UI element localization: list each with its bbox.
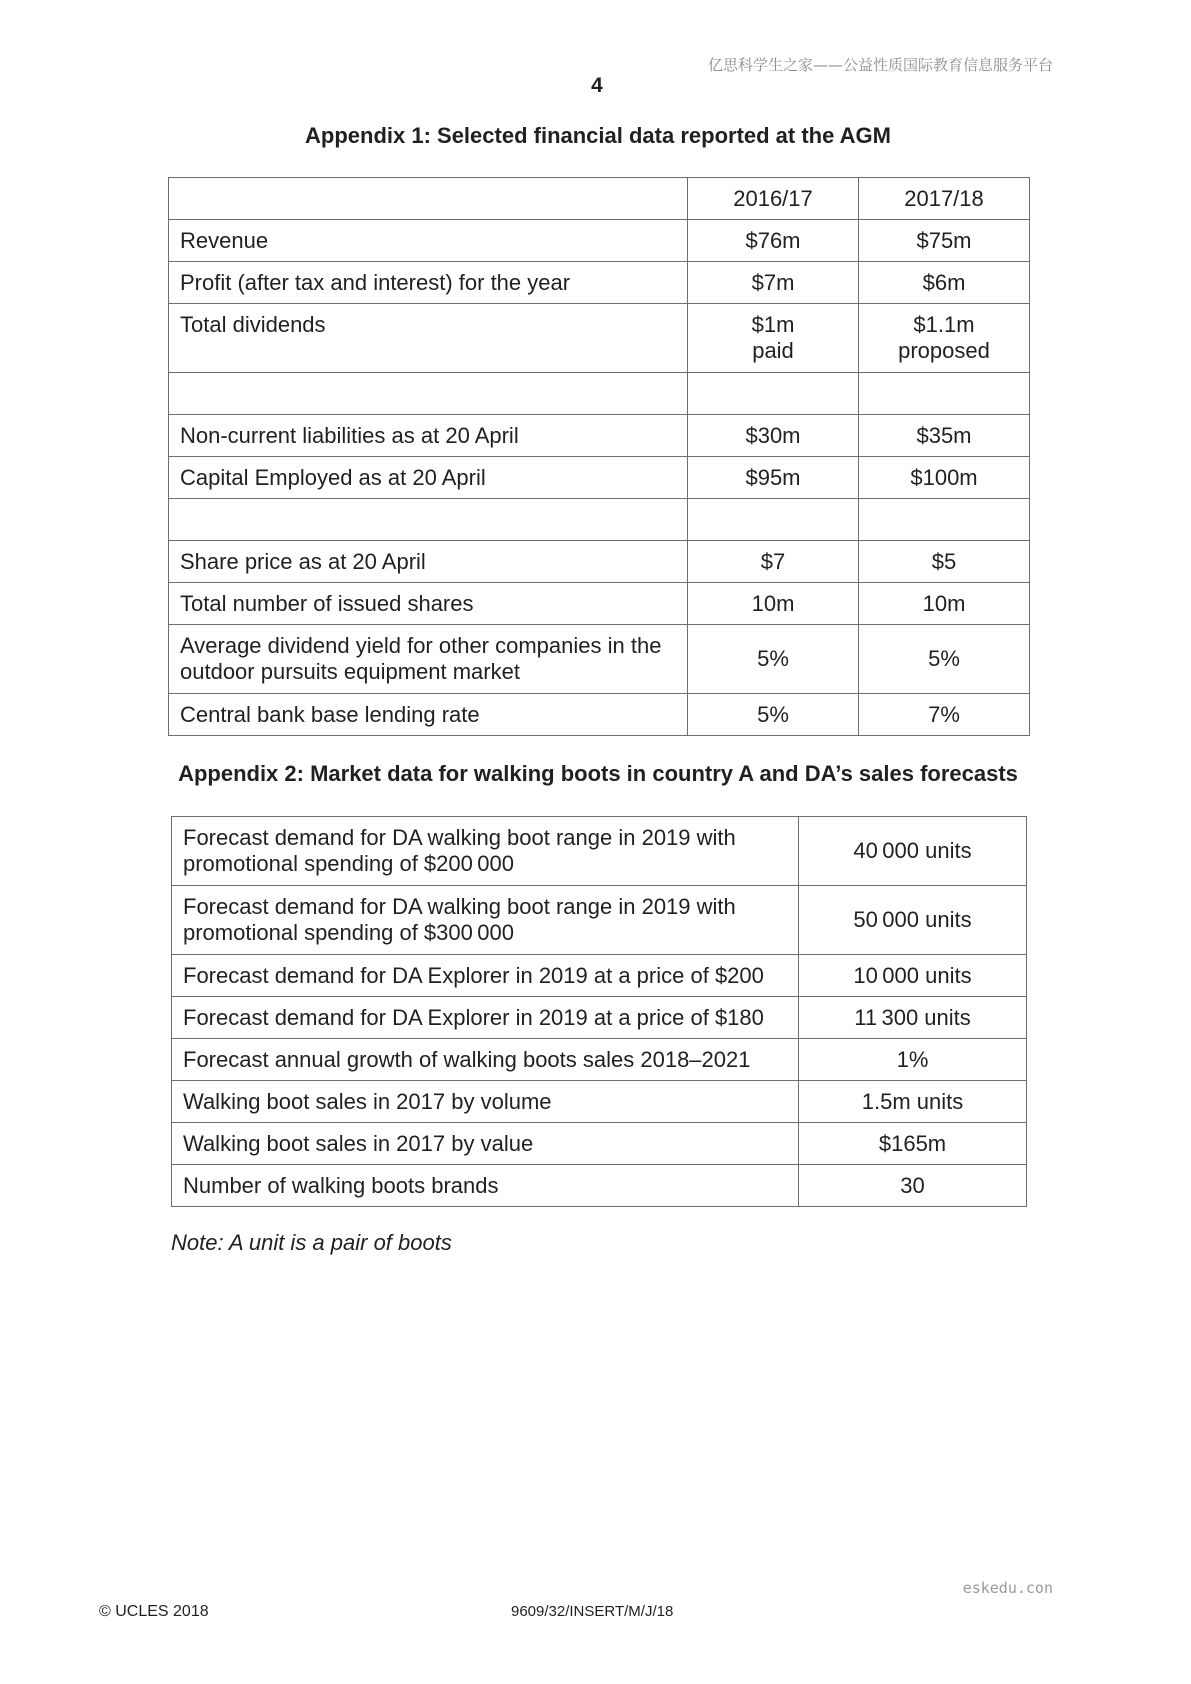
- row-label: Walking boot sales in 2017 by value: [172, 1123, 799, 1165]
- value-2016-17: 5%: [688, 694, 859, 736]
- row-value: $165m: [799, 1123, 1027, 1165]
- table-row: [169, 457, 1030, 499]
- row-label: Forecast demand for DA walking boot range in 2019 with promotional spending of $200 000: [172, 817, 799, 886]
- market-data-table: [171, 816, 1027, 1207]
- empty-cell: [688, 499, 859, 541]
- note-text: Note: A unit is a pair of boots: [171, 1230, 452, 1255]
- row-value: 30: [799, 1165, 1027, 1207]
- page-number: 4: [591, 74, 603, 97]
- value-2017-18: $100m: [859, 457, 1030, 499]
- row-label: Non-current liabilities as at 20 April: [169, 415, 688, 457]
- financial-data-table: [168, 177, 1030, 736]
- table-row: [169, 262, 1030, 304]
- column-header-2017-18: 2017/18: [859, 178, 1030, 220]
- value-2016-17: 5%: [688, 625, 859, 694]
- row-label: Walking boot sales in 2017 by volume: [172, 1081, 799, 1123]
- watermark-text: 亿思科学生之家——公益性质国际教育信息服务平台: [707, 56, 1053, 74]
- row-label: Central bank base lending rate: [169, 694, 688, 736]
- table-row: [172, 1165, 1027, 1207]
- table-row: [172, 955, 1027, 997]
- value-2017-18: 7%: [859, 694, 1030, 736]
- table-header-row: [169, 178, 1030, 220]
- row-value: 10 000 units: [799, 955, 1027, 997]
- value-2017-18: 5%: [859, 625, 1030, 694]
- row-value: 40 000 units: [799, 817, 1027, 886]
- row-label: Total dividends: [169, 304, 688, 373]
- empty-cell: [688, 373, 859, 415]
- row-label: Profit (after tax and interest) for the year: [169, 262, 688, 304]
- header-empty-cell: [169, 178, 688, 220]
- value-2016-17: $76m: [688, 220, 859, 262]
- table-row: [172, 1081, 1027, 1123]
- site-watermark: eskedu.con: [962, 1579, 1053, 1597]
- row-label: Average dividend yield for other companies in the outdoor pursuits equipment market: [169, 625, 688, 694]
- table-spacer-row: [169, 499, 1030, 541]
- row-label: Share price as at 20 April: [169, 541, 688, 583]
- table-row: [169, 220, 1030, 262]
- value-2016-17: $1m paid: [688, 304, 859, 373]
- row-label: Total number of issued shares: [169, 583, 688, 625]
- value-2017-18: $35m: [859, 415, 1030, 457]
- empty-cell: [859, 499, 1030, 541]
- value-2016-17: $95m: [688, 457, 859, 499]
- table-row: [169, 694, 1030, 736]
- table-row: [172, 886, 1027, 955]
- table-row: [172, 1123, 1027, 1165]
- table-row: [172, 1039, 1027, 1081]
- row-label: Forecast demand for DA walking boot range in 2019 with promotional spending of $300 000: [172, 886, 799, 955]
- value-2016-17: 10m: [688, 583, 859, 625]
- row-label: Capital Employed as at 20 April: [169, 457, 688, 499]
- table-row: [169, 304, 1030, 373]
- appendix-2-title: Appendix 2: Market data for walking boots in country A and DA’s sales forecasts: [178, 761, 1018, 786]
- table-row: [172, 997, 1027, 1039]
- row-label: Revenue: [169, 220, 688, 262]
- value-2016-17: $30m: [688, 415, 859, 457]
- row-value: 11 300 units: [799, 997, 1027, 1039]
- row-label: Forecast demand for DA Explorer in 2019 at a price of $180: [172, 997, 799, 1039]
- table-row: [169, 541, 1030, 583]
- row-label: Forecast annual growth of walking boots sales 2018–2021: [172, 1039, 799, 1081]
- value-2017-18: $75m: [859, 220, 1030, 262]
- value-2017-18: $6m: [859, 262, 1030, 304]
- row-label: Number of walking boots brands: [172, 1165, 799, 1207]
- table-row: [169, 583, 1030, 625]
- value-2017-18: 10m: [859, 583, 1030, 625]
- row-value: 1%: [799, 1039, 1027, 1081]
- empty-cell: [169, 373, 688, 415]
- row-value: 1.5m units: [799, 1081, 1027, 1123]
- table-row: [172, 817, 1027, 886]
- row-label: Forecast demand for DA Explorer in 2019 at a price of $200: [172, 955, 799, 997]
- value-2017-18: $5: [859, 541, 1030, 583]
- value-2017-18: $1.1m proposed: [859, 304, 1030, 373]
- column-header-2016-17: 2016/17: [688, 178, 859, 220]
- table-row: [169, 625, 1030, 694]
- empty-cell: [859, 373, 1030, 415]
- table-row: [169, 415, 1030, 457]
- value-2016-17: $7: [688, 541, 859, 583]
- footer-copyright: © UCLES 2018: [99, 1603, 209, 1620]
- footer-document-code: 9609/32/INSERT/M/J/18: [511, 1603, 674, 1620]
- appendix-1-title: Appendix 1: Selected financial data reported at the AGM: [305, 123, 891, 148]
- table-spacer-row: [169, 373, 1030, 415]
- row-value: 50 000 units: [799, 886, 1027, 955]
- empty-cell: [169, 499, 688, 541]
- value-2016-17: $7m: [688, 262, 859, 304]
